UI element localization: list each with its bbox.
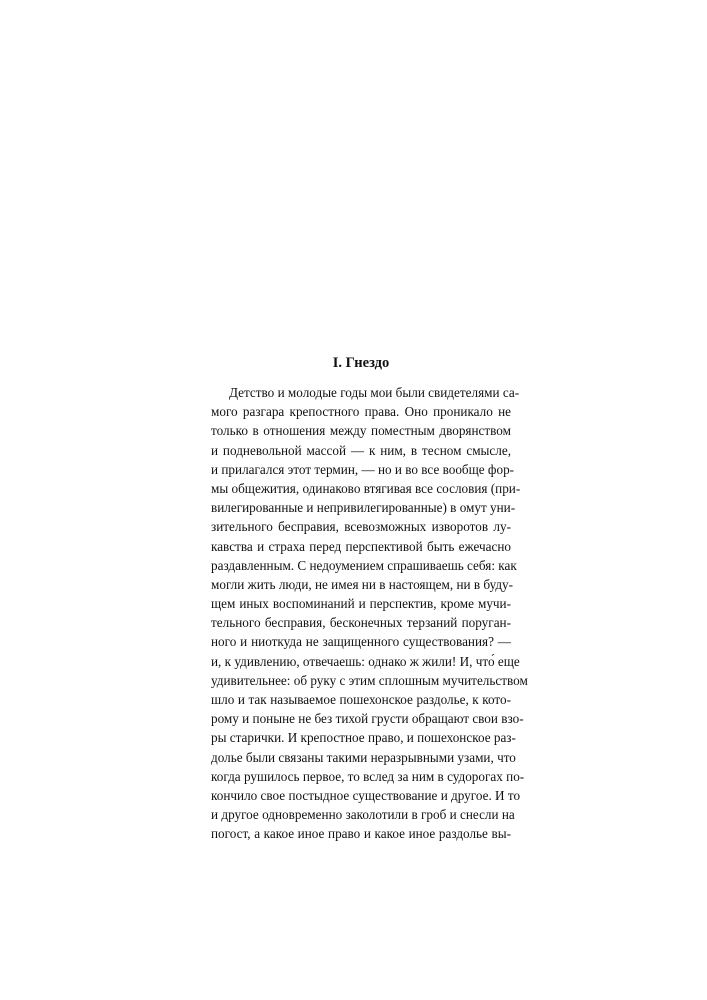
- text-line: раздавленным. С недоумением спрашиваешь себя: как: [211, 557, 517, 573]
- text-line: погост, а какое иное право и какое иное раздолье вы-: [211, 826, 511, 842]
- text-line: мы общежития, одинаково втягивая все сословия (при-: [211, 480, 521, 496]
- text-line: и другое одновременно заколотили в гроб и снесли на: [211, 807, 515, 823]
- text-line: щем иных воспоминаний и перспектив, кроме мучи-: [211, 596, 511, 612]
- text-line: удивительнее: об руку с этим сплошным мучительством: [211, 672, 528, 688]
- text-line: вилегированные и непривилегированные) в омут уни-: [211, 500, 516, 516]
- text-line: когда рушилось первое, то вслед за ним в судорогах по-: [211, 768, 525, 784]
- text-line: долье были связаны такими неразрывными узами, что: [211, 749, 516, 765]
- text-line: могли жить люди, не имея ни в настоящем, ни в буду-: [211, 576, 514, 592]
- text-line: ного и ниоткуда не защищенного существования? —: [211, 634, 511, 650]
- body-paragraph: [211, 383, 528, 844]
- text-line: рому и поныне не без тихой грусти обращают свои взо-: [211, 711, 524, 727]
- chapter-title: I. Гнездо: [332, 355, 390, 371]
- text-line: кавства и страха перед перспективой быть ежечасно: [211, 538, 511, 554]
- text-line: Детство и молодые годы мои были свидетелями са-: [229, 385, 520, 400]
- text-line: зительного бесправия, всевозможных изворотов лу-: [211, 519, 511, 535]
- text-line: и, к удивлению, отвечаешь: однако ж жили! И, что́ еще: [211, 653, 520, 669]
- text-line: тельного бесправия, бесконечных терзаний поруган-: [211, 615, 511, 631]
- text-line: кончило свое постыдное существование и другое. И то: [211, 787, 521, 803]
- text-line: ры старички. И крепостное право, и пошехонское раз-: [211, 730, 516, 746]
- text-line: только в отношения между поместным дворянством: [211, 423, 511, 439]
- text-line: и прилагался этот термин, — но и во все вообще фор-: [211, 461, 515, 477]
- text-line: и подневольной массой — к ним, в тесном смысле,: [211, 442, 511, 458]
- text-line: шло и так называемое пошехонское раздолье, к кото-: [211, 692, 511, 707]
- text-line: мого разгара крепостного права. Оно проникало не: [211, 404, 511, 420]
